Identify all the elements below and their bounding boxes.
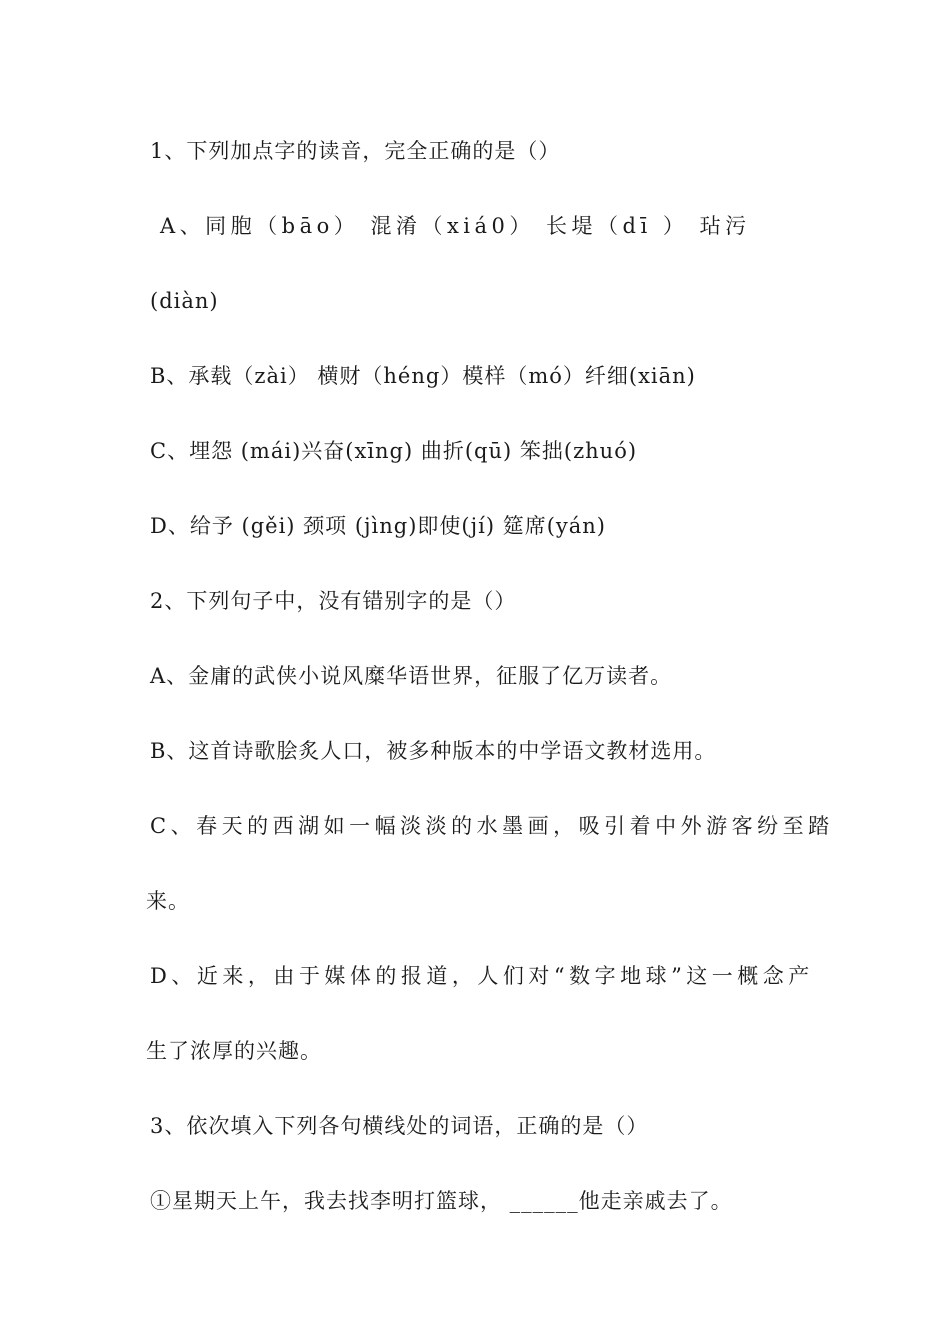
question-2-option-c-continued: 来。 bbox=[146, 889, 190, 913]
question-1-option-c: C、埋怨 (mái)兴奋(xīng) 曲折(qū) 笨拙(zhuó) bbox=[150, 439, 638, 463]
question-1-stem: 1、下列加点字的读音，完全正确的是（） bbox=[150, 139, 561, 163]
question-1-option-a-continued: (diàn) bbox=[150, 289, 219, 313]
question-3-sentence-1: ①星期天上午，我去找李明打篮球， ______他走亲戚去了。 bbox=[150, 1189, 733, 1213]
question-1-option-b: B、承载（zài） 横财（héng）模样（mó）纤细(xiān) bbox=[150, 364, 696, 388]
question-3-stem: 3、依次填入下列各句横线处的词语，正确的是（） bbox=[150, 1114, 649, 1138]
question-2-option-d-continued: 生了浓厚的兴趣。 bbox=[146, 1039, 322, 1063]
question-2-option-b: B、这首诗歌脍炙人口，被多种版本的中学语文教材选用。 bbox=[150, 739, 717, 763]
question-2-option-d: D、近来，由于媒体的报道，人们对“数字地球”这一概念产 bbox=[150, 964, 814, 988]
question-2-option-a: A、金庸的武侠小说风糜华语世界，征服了亿万读者。 bbox=[150, 664, 673, 688]
question-1-option-a: A、同胞（bāo） 混淆（xiá0） 长堤（dī ） 玷污 bbox=[160, 214, 751, 238]
question-1-option-d: D、给予 (gěi) 颈项 (jìng)即使(jí) 筵席(yán) bbox=[150, 514, 606, 538]
question-2-stem: 2、下列句子中，没有错别字的是（） bbox=[150, 589, 517, 613]
question-2-option-c: C、春天的西湖如一幅淡淡的水墨画，吸引着中外游客纷至踏 bbox=[150, 814, 834, 838]
